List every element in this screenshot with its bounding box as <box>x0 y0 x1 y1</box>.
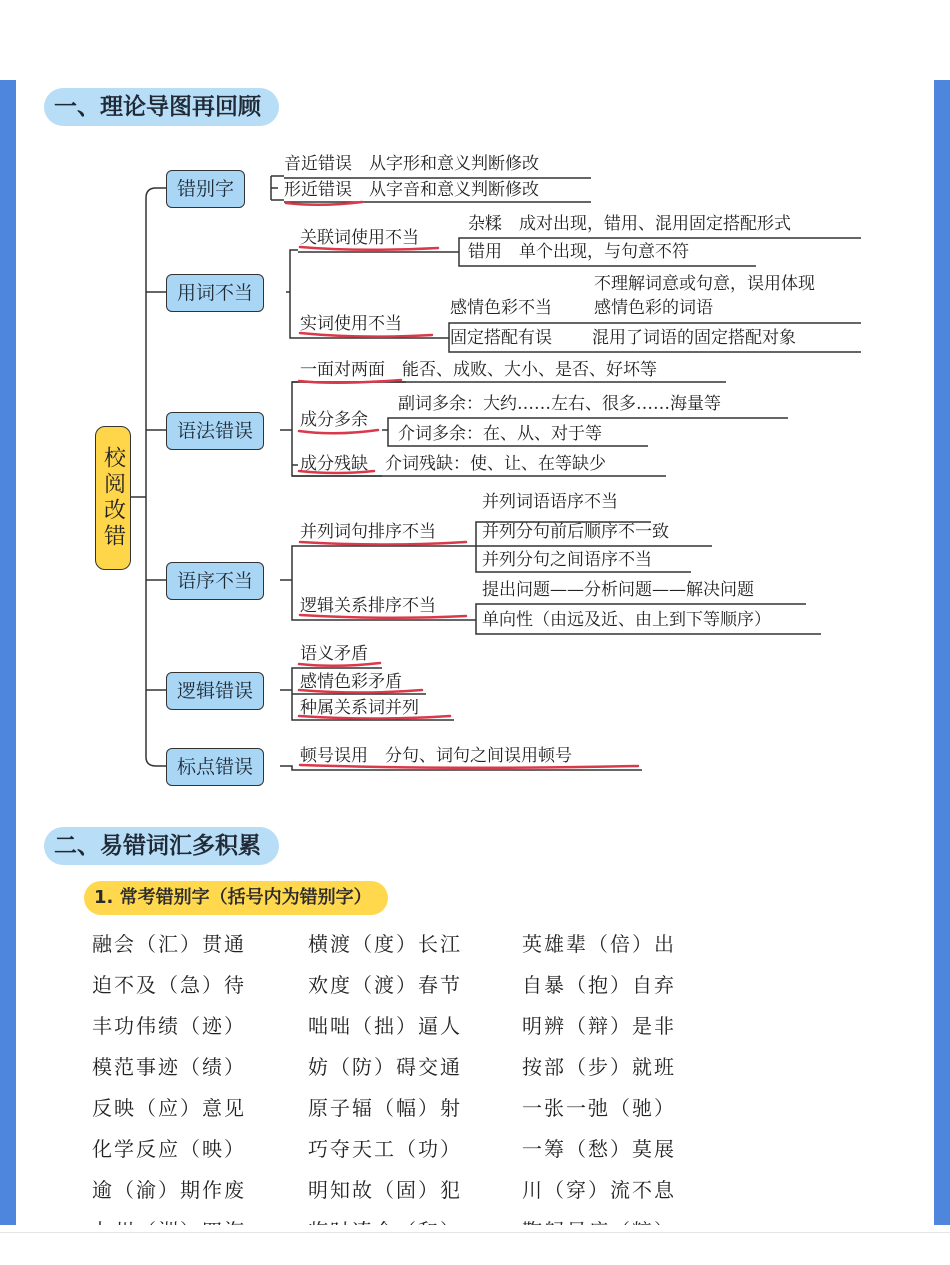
emotion-color-desc-2: 感情色彩的词语 <box>594 298 713 318</box>
parallel-order-item-1: 并列词语语序不当 <box>482 492 618 512</box>
word-item: 横渡（度）长江 <box>308 932 462 956</box>
logic-order-label: 逻辑关系排序不当 <box>300 596 436 616</box>
word-item: 原子辐（幅）射 <box>308 1096 462 1120</box>
word-item: 英雄辈（倍）出 <box>522 932 676 956</box>
word-item: 按部（步）就班 <box>522 1055 676 1079</box>
node-grammar-errors: 语法错误 <box>166 412 264 450</box>
logic-order-item-2: 单向性（由远及近、由上到下等顺序） <box>482 610 771 630</box>
word-item: 一筹（愁）莫展 <box>522 1137 676 1161</box>
word-item: 丰功伟绩（迹） <box>92 1014 246 1038</box>
word-item: 咄咄（拙）逼人 <box>308 1014 462 1038</box>
node-typos: 错别字 <box>166 170 245 208</box>
emotion-color-desc-1: 不理解词意或句意，误用体现 <box>594 274 815 294</box>
logic-item-genus-species: 种属关系词并列 <box>300 698 419 718</box>
bottom-divider <box>0 1232 950 1233</box>
bottom-bar <box>0 1225 950 1265</box>
collocation-desc: 混用了词语的固定搭配对象 <box>592 328 796 348</box>
conjunction-item-wrong: 错用 单个出现，与句意不符 <box>468 242 689 262</box>
word-item: 巧夺天工（功） <box>308 1137 462 1161</box>
mindmap-root: 校阅改错 <box>95 426 131 570</box>
parallel-order-item-2: 并列分句前后顺序不一致 <box>482 522 669 542</box>
section-title-theory: 一、理论导图再回顾 <box>44 88 279 126</box>
word-item: 自暴（抱）自弃 <box>522 973 676 997</box>
node-logic-errors: 逻辑错误 <box>166 672 264 710</box>
node-word-order: 语序不当 <box>166 562 264 600</box>
collocation-label: 固定搭配有误 <box>450 328 552 348</box>
word-item: 欢度（渡）春节 <box>308 973 462 997</box>
grammar-item-missing: 成分残缺 介词残缺：使、让、在等缺少 <box>300 454 606 474</box>
subtitle-common-typos: 1. 常考错别字（括号内为错别字） <box>84 881 388 915</box>
word-item: 明辨（辩）是非 <box>522 1014 676 1038</box>
node-word-misuse: 用词不当 <box>166 274 264 312</box>
conjunction-misuse-label: 关联词使用不当 <box>300 228 419 248</box>
right-border-stripe <box>934 80 950 1225</box>
left-border-stripe <box>0 80 16 1225</box>
content-word-misuse-label: 实词使用不当 <box>300 314 402 334</box>
word-item: 逾（渝）期作废 <box>92 1178 246 1202</box>
redundant-adverb: 副词多余：大约……左右、很多……海量等 <box>398 394 721 414</box>
redundant-preposition: 介词多余：在、从、对于等 <box>398 424 602 444</box>
word-item: 妨（防）碍交通 <box>308 1055 462 1079</box>
logic-item-semantic: 语义矛盾 <box>300 644 368 664</box>
grammar-item-one-two-sides: 一面对两面 能否、成败、大小、是否、好坏等 <box>300 360 657 380</box>
document-page <box>16 80 934 1225</box>
word-item: 川（穿）流不息 <box>522 1178 676 1202</box>
word-item: 模范事迹（绩） <box>92 1055 246 1079</box>
parallel-order-label: 并列词句排序不当 <box>300 522 436 542</box>
punctuation-item-dunhao: 顿号误用 分句、词句之间误用顿号 <box>300 746 572 766</box>
typo-item-sound: 音近错误 从字形和意义判断修改 <box>284 154 539 174</box>
word-item: 迫不及（急）待 <box>92 973 246 997</box>
word-item: 融会（汇）贯通 <box>92 932 246 956</box>
word-item: 一张一弛（驰） <box>522 1096 676 1120</box>
section-title-vocab: 二、易错词汇多积累 <box>44 827 279 865</box>
conjunction-item-mix: 杂糅 成对出现，错用、混用固定搭配形式 <box>468 214 791 234</box>
word-item: 化学反应（映） <box>92 1137 246 1161</box>
word-item: 明知故（固）犯 <box>308 1178 462 1202</box>
word-item: 反映（应）意见 <box>92 1096 246 1120</box>
logic-item-emotion: 感情色彩矛盾 <box>300 672 402 692</box>
parallel-order-item-3: 并列分句之间语序不当 <box>482 550 652 570</box>
typo-item-shape: 形近错误 从字音和意义判断修改 <box>284 180 539 200</box>
grammar-item-redundant: 成分多余 <box>300 410 368 430</box>
emotion-color-label: 感情色彩不当 <box>450 298 552 318</box>
node-punctuation-errors: 标点错误 <box>166 748 264 786</box>
logic-order-item-1: 提出问题——分析问题——解决问题 <box>482 580 754 600</box>
